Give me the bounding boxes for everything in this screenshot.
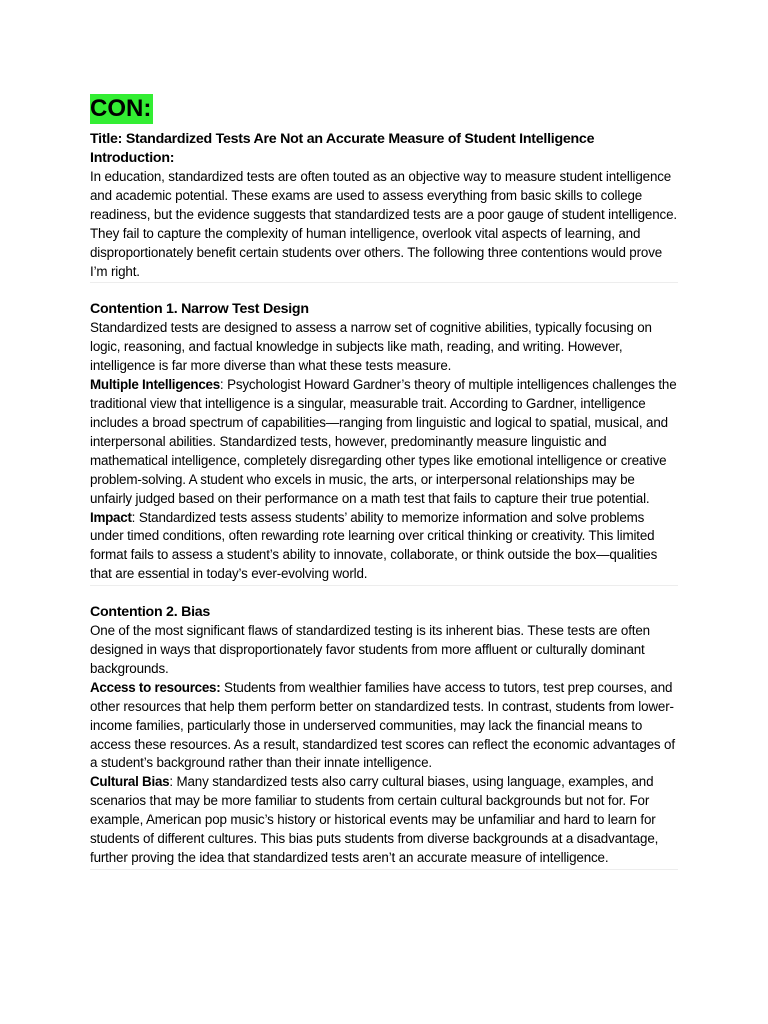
point-lead: Impact bbox=[90, 509, 132, 525]
point-body: : Standardized tests assess students’ ability to memorize information and solve problems under timed conditions, often rewarding rote learning over critical thinking or creativity. This limited format fails to assess a student’s ability to innovate, collaborate, or think outside the box—qualities that are essential in today’s ever-evolving world. bbox=[90, 509, 658, 582]
contention-1-point-multiple-intelligences bbox=[90, 376, 678, 508]
point-lead: Cultural Bias bbox=[90, 774, 170, 790]
introduction-section bbox=[90, 149, 678, 283]
con-label: CON: bbox=[90, 95, 152, 122]
introduction-body: In education, standardized tests are often touted as an objective way to measure student intelligence and academic potential. These exams are used to assess everything from basic skills to college readiness, but the evidence suggests that standardized tests are a poor gauge of student intelligence. They fail to capture the complexity of human intelligence, overlook vital aspects of learning, and disproportionately benefit certain students over others. The following three contentions would prove I’m right. bbox=[90, 169, 677, 279]
contention-1-section bbox=[90, 300, 678, 586]
contention-2-body: One of the most significant flaws of standardized testing is its inherent bias. These tests are often designed in ways that disproportionately favor students from more affluent or culturally dominant backgrounds. bbox=[90, 623, 650, 676]
point-lead: Access to resources: bbox=[90, 679, 221, 695]
document-title: Title: Standardized Tests Are Not an Accurate Measure of Student Intelligence bbox=[90, 131, 595, 147]
point-body: Students from wealthier families have access to tutors, test prep courses, and other resources that help them perform better on standardized tests. In contrast, students from lower-income families, particularly those in underserved communities, may lack the financial means to access these resources. As a result, standardized test scores can reflect the economic advantages of a student’s background rather than their innate intelligence. bbox=[90, 679, 675, 771]
introduction-heading: Introduction: bbox=[90, 150, 175, 166]
point-lead: Multiple Intelligences bbox=[90, 377, 220, 393]
contention-2-point-access-to-resources bbox=[90, 679, 678, 774]
contention-2-point-cultural-bias bbox=[90, 773, 678, 868]
point-body: : Many standardized tests also carry cultural biases, using language, examples, and scenarios that may be more familiar to students from certain cultural backgrounds but not for. For example, American pop music’s history or historical events may be unfamiliar and hard to learn for students of different cultures. This bias puts students from diverse backgrounds at a disadvantage, further proving the idea that standardized tests aren’t an accurate measure of intelligence. bbox=[90, 774, 659, 865]
section-divider bbox=[90, 585, 678, 586]
section-divider bbox=[90, 282, 678, 283]
contention-1-heading: Contention 1. Narrow Test Design bbox=[90, 301, 309, 318]
contention-2-heading: Contention 2. Bias bbox=[90, 604, 211, 621]
contention-2-section bbox=[90, 603, 678, 870]
contention-1-body: Standardized tests are designed to assess a narrow set of cognitive abilities, typically focusing on logic, reasoning, and factual knowledge in subjects like math, reading, and writing. However, intelligence is far more diverse than what these tests measure. bbox=[90, 320, 652, 374]
contention-1-point-impact bbox=[90, 509, 678, 585]
section-divider bbox=[90, 869, 678, 870]
point-body: : Psychologist Howard Gardner’s theory of multiple intelligences challenges the traditional view that intelligence is a singular, measurable trait. According to Gardner, intelligence includes a broad spectrum of capabilities—ranging from linguistic and logical to spatial, musical, and interpersonal abilities. Standardized tests, however, predominantly measure linguistic and mathematical intelligence, completely disregarding other types like emotional intelligence or creative problem-solving. A student who excels in music, the arts, or interpersonal relationships may be unfairly judged based on their performance on a math test that fails to capture their true potential. bbox=[90, 377, 677, 506]
document-page bbox=[90, 94, 678, 870]
